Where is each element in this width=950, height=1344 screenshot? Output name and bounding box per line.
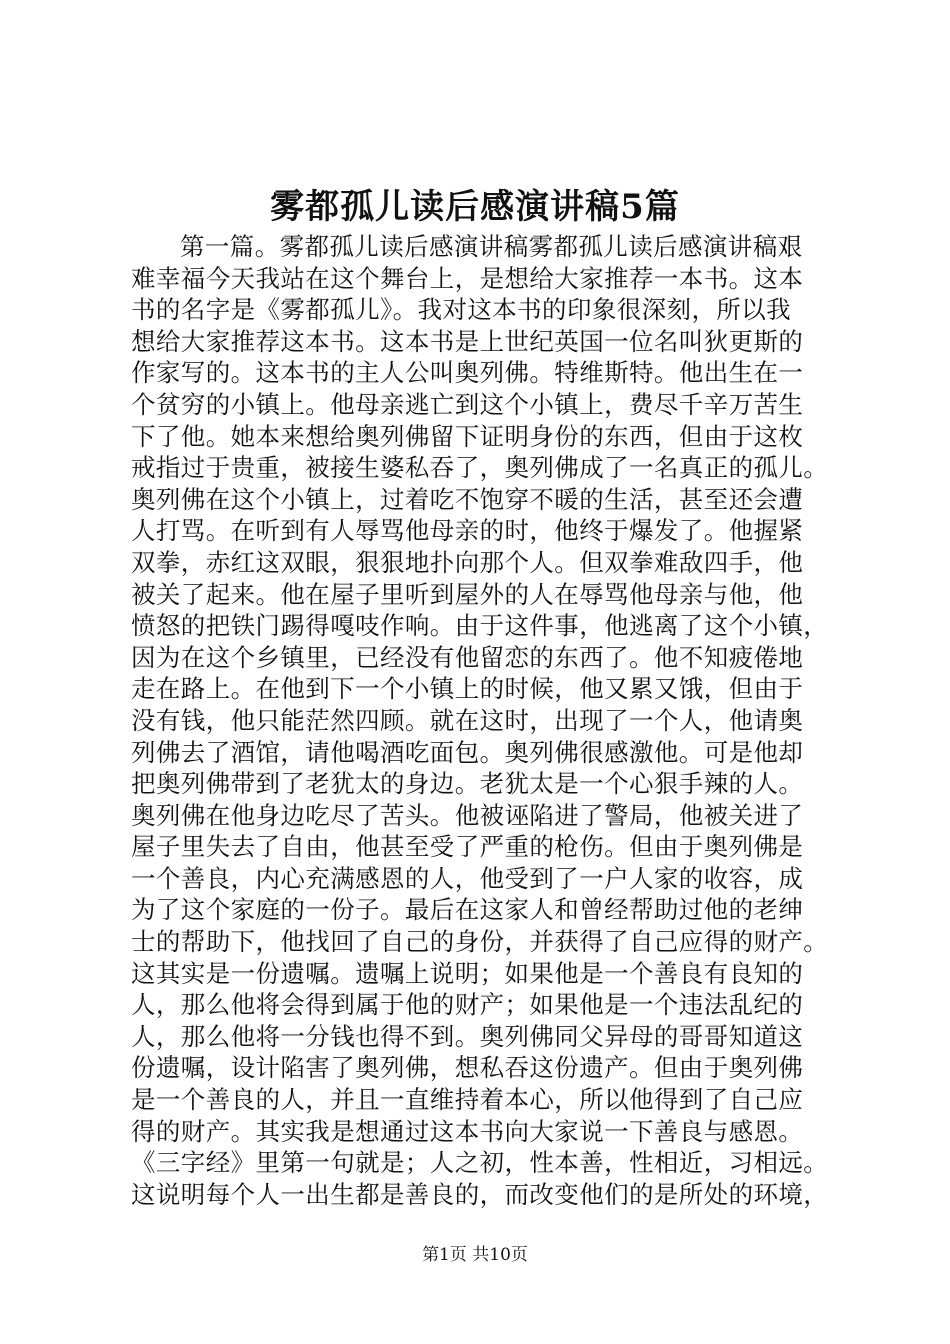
text-line: 难幸福今天我站在这个舞台上，是想给大家推荐一本书。这本 [131,263,804,293]
text-line: 得的财产。其实我是想通过这本书向大家说一下善良与感恩。 [131,1116,804,1146]
text-line: 第一篇。雾都孤儿读后感演讲稿雾都孤儿读后感演讲稿艰 [180,232,803,261]
text-line: 是一个善良的人，并且一直维持着本心，所以他得到了自己应 [131,1085,804,1115]
text-line: 双拳，赤红这双眼，狠狠地扑向那个人。但双拳难敌四手，他 [131,547,804,577]
text-line: 《三字经》里第一句就是；人之初，性本善，性相近，习相远。 [131,1148,829,1178]
text-line: 列佛去了酒馆，请他喝酒吃面包。奥列佛很感激他。可是他却 [131,737,804,767]
text-line: 下了他。她本来想给奥列佛留下证明身份的东西，但由于这枚 [131,421,804,451]
text-line: 书的名字是《雾都孤儿》。我对这本书的印象很深刻，所以我 [131,295,792,325]
text-line: 没有钱，他只能茫然四顾。就在这时，出现了一个人，他请奥 [131,705,804,735]
text-line: 戒指过于贵重，被接生婆私吞了，奥列佛成了一名真正的孤儿。 [131,453,829,483]
text-line: 愤怒的把铁门踢得嘎吱作响。由于这件事，他逃离了这个小镇， [131,611,829,641]
text-line: 为了这个家庭的一份子。最后在这家人和曾经帮助过他的老绅 [131,895,804,925]
text-line: 想给大家推荐这本书。这本书是上世纪英国一位名叫狄更斯的 [131,326,804,356]
text-line: 份遗嘱，设计陷害了奥列佛，想私吞这份遗产。但由于奥列佛 [131,1053,804,1083]
document-title: 雾都孤儿读后感演讲稿5篇 [270,187,680,227]
text-line: 一个善良，内心充满感恩的人，他受到了一户人家的收容，成 [131,863,804,893]
text-line: 奥列佛在他身边吃尽了苦头。他被诬陷进了警局，他被关进了 [131,800,804,830]
text-line: 屋子里失去了自由，他甚至受了严重的枪伤。但由于奥列佛是 [131,832,804,862]
document-body [131,231,831,1210]
text-line: 这其实是一份遗嘱。遗嘱上说明；如果他是一个善良有良知的 [131,958,804,988]
text-line: 把奥列佛带到了老犹太的身边。老犹太是一个心狠手辣的人。 [131,769,804,799]
text-line: 人打骂。在听到有人辱骂他母亲的时，他终于爆发了。他握紧 [131,516,804,546]
text-line: 人，那么他将一分钱也得不到。奥列佛同父异母的哥哥知道这 [131,1021,804,1051]
text-line: 作家写的。这本书的主人公叫奥列佛。特维斯特。他出生在一 [131,358,804,388]
text-line: 个贫穷的小镇上。他母亲逃亡到这个小镇上，费尽千辛万苦生 [131,389,804,419]
text-line: 这说明每个人一出生都是善良的，而改变他们的是所处的环境， [131,1179,829,1209]
text-line: 奥列佛在这个小镇上，过着吃不饱穿不暖的生活，甚至还会遭 [131,484,804,514]
text-line: 人，那么他将会得到属于他的财产；如果他是一个违法乱纪的 [131,990,804,1020]
page-number-footer: 第1页 共10页 [422,1245,528,1265]
text-line: 走在路上。在他到下一个小镇上的时候，他又累又饿，但由于 [131,674,804,704]
text-line: 被关了起来。他在屋子里听到屋外的人在辱骂他母亲与他，他 [131,579,804,609]
text-line: 士的帮助下，他找回了自己的身份，并获得了自己应得的财产。 [131,927,829,957]
text-line: 因为在这个乡镇里，已经没有他留恋的东西了。他不知疲倦地 [131,642,804,672]
